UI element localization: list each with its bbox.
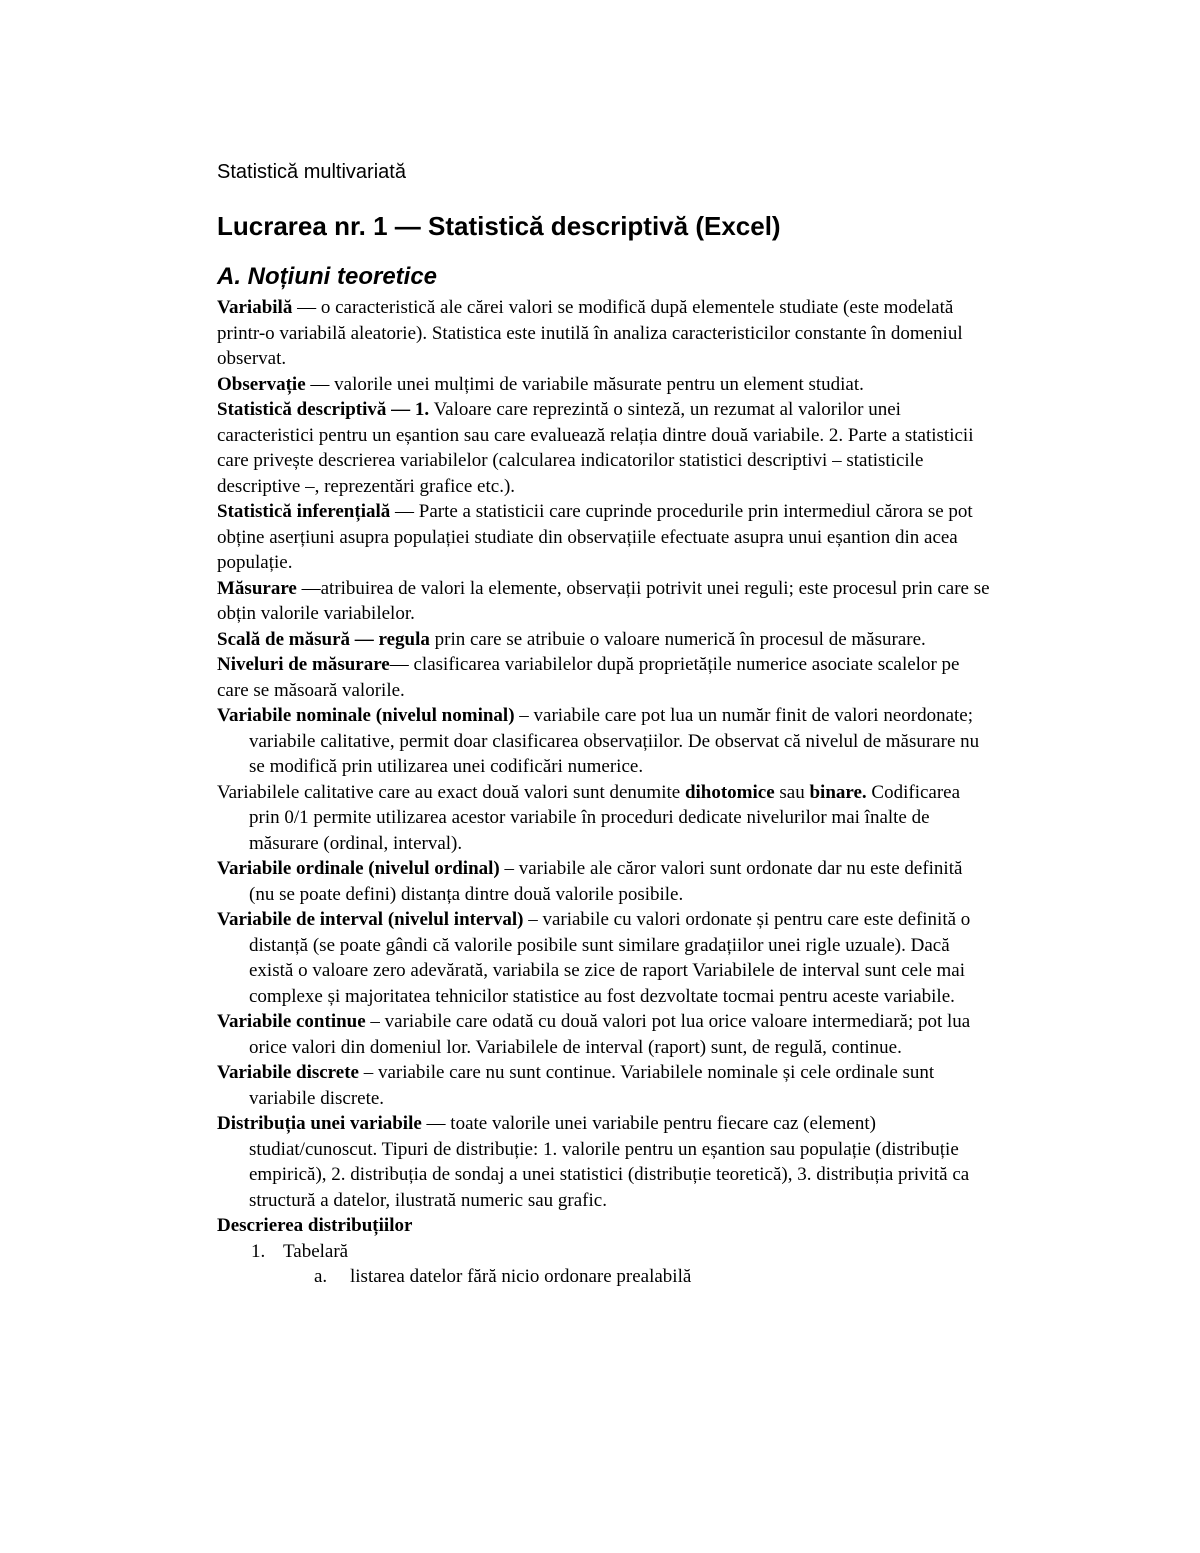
definition-term: Distribuția unei variabile xyxy=(217,1113,422,1134)
definition-text: — Parte a statisticii care cuprinde procedurile prin intermediul cărora se pot obține aserțiuni asupra populației studiate din observațiile efectuate asupra unui eșantion din acea populație. xyxy=(217,501,973,573)
definition-term: Niveluri de măsurare xyxy=(217,654,390,675)
definition-text: Valoare care reprezintă o sinteză, un rezumat al valorilor unei caracteristici pentru un eșantion sau care evaluează relația dintre două variabile. 2. Parte a statisticii care privește descrierea variabilelor (calcularea indicatorilor statistici descriptivi – statisticile descriptive –, reprezentări grafice etc.). xyxy=(217,399,974,497)
list-subitem xyxy=(314,1264,992,1290)
definition-binare xyxy=(217,780,992,857)
definition-term: Variabile de interval (nivelul interval) xyxy=(217,909,524,930)
definition-observatie xyxy=(217,372,992,398)
document-page xyxy=(217,150,992,1290)
list-number: 1. xyxy=(251,1240,266,1262)
definition-term: Statistică inferențială xyxy=(217,501,391,522)
definition-term: Variabilă xyxy=(217,297,293,318)
section-heading: A. Noțiuni teoretice xyxy=(217,263,438,290)
definition-continue xyxy=(217,1009,992,1060)
definition-masurare xyxy=(217,576,992,627)
emphasis-term: dihotomice xyxy=(684,781,775,803)
subsection-heading: Descrierea distribuțiilor xyxy=(217,1215,413,1236)
definition-text: — clasificarea variabilelor după proprietățile numerice asociate scalelor pe care se măsoară valorile. xyxy=(217,654,960,701)
definition-text: —atribuirea de valori la elemente, observații potrivit unei reguli; este procesul prin care se obțin valorile variabilelor. xyxy=(217,577,990,624)
definition-text: – variabile care odată cu două valori pot lua orice valoare intermediară; pot lua orice valori din domeniul lor. Variabilele de interval (raport) sunt, de regulă, continue. xyxy=(249,1011,971,1058)
definition-variabila xyxy=(217,295,992,372)
definition-term: Variabile continue xyxy=(217,1011,366,1032)
definition-text: – variabile ale căror valori sunt ordonate dar nu este definită (nu se poate defini) distanța dintre două valorile posibile. xyxy=(249,858,963,905)
definition-nominale xyxy=(217,703,992,780)
definition-text: – variabile care pot lua un număr finit de valori neordonate; variabile calitative, permit doar clasificarea observațiilor. De observat că nivelul de măsurare nu se modifică prin utilizarea unei codificări numerice. xyxy=(249,705,980,777)
list-label: listarea datelor fără nicio ordonare prealabilă xyxy=(350,1266,692,1287)
definition-term: Măsurare xyxy=(217,577,297,599)
page-title: Lucrarea nr. 1 — Statistică descriptivă (Excel) xyxy=(217,211,781,241)
definition-text: – variabile care nu sunt continue. Variabilele nominale și cele ordinale sunt variabile discrete. xyxy=(249,1062,935,1109)
definition-scala xyxy=(217,627,992,653)
definition-interval xyxy=(217,907,992,1009)
definition-niveluri xyxy=(217,652,992,703)
course-title: Statistică multivariată xyxy=(217,161,406,183)
definition-term: Statistică descriptivă — 1. xyxy=(217,399,430,420)
definition-ordinale xyxy=(217,856,992,907)
ordered-list xyxy=(217,1239,992,1290)
definition-term: Variabile ordinale (nivelul ordinal) xyxy=(217,858,500,879)
list-letter: a. xyxy=(314,1266,328,1287)
definition-term: Variabile nominale (nivelul nominal) xyxy=(217,705,515,726)
definition-term: Scală de măsură — regula xyxy=(217,628,430,650)
list-item xyxy=(251,1239,992,1265)
definition-distributie xyxy=(217,1111,992,1213)
definition-statistica-inferentiala xyxy=(217,499,992,576)
definition-text: Variabilele calitative care au exact două valori sunt denumite xyxy=(217,781,685,803)
definition-term: Variabile discrete xyxy=(217,1062,359,1083)
definition-text: – variabile cu valori ordonate și pentru care este definită o distanță (se poate gândi că valorile posibile sunt similare gradațiilor unei rigle uzuale). Dacă există o valoare zero adevărată, variabila se zice de raport Variabilele de interval sunt cele mai complexe și majoritatea tehnicilor statistice au fost dezvoltate tocmai pentru aceste variabile. xyxy=(249,909,971,1007)
list-label: Tabelară xyxy=(283,1240,349,1262)
definition-discrete xyxy=(217,1060,992,1111)
definition-term: Observație xyxy=(217,373,306,395)
definition-text: sau xyxy=(774,781,810,803)
definition-text: — valorile unei mulțimi de variabile măsurate pentru un element studiat. xyxy=(305,373,864,395)
document-body xyxy=(217,295,992,1290)
definition-statistica-descriptiva xyxy=(217,397,992,499)
definition-text: — o caracteristică ale cărei valori se modifică după elementele studiate (este modelată printr-o variabilă aleatorie). Statistica este inutilă în analiza caracteristicilor constante în domeniul observat. xyxy=(217,297,963,369)
definition-text: Codificarea prin 0/1 permite utilizarea acestor variabile în proceduri dedicate nivelurilor mai înalte de măsurare (ordinal, interval). xyxy=(249,781,961,854)
definition-text: — toate valorile unei variabile pentru fiecare caz (element) studiat/cunoscut. Tipuri de distribuție: 1. valorile pentru un eșantion sau populație (distribuție empirică), 2. distribuția de sondaj a unei statistici (distribuție teoretică), 3. distribuția privită ca structură a datelor, ilustrată numeric sau grafic. xyxy=(249,1113,970,1211)
definition-text: prin care se atribuie o valoare numerică în procesul de măsurare. xyxy=(429,628,926,650)
emphasis-term: binare. xyxy=(809,781,867,803)
